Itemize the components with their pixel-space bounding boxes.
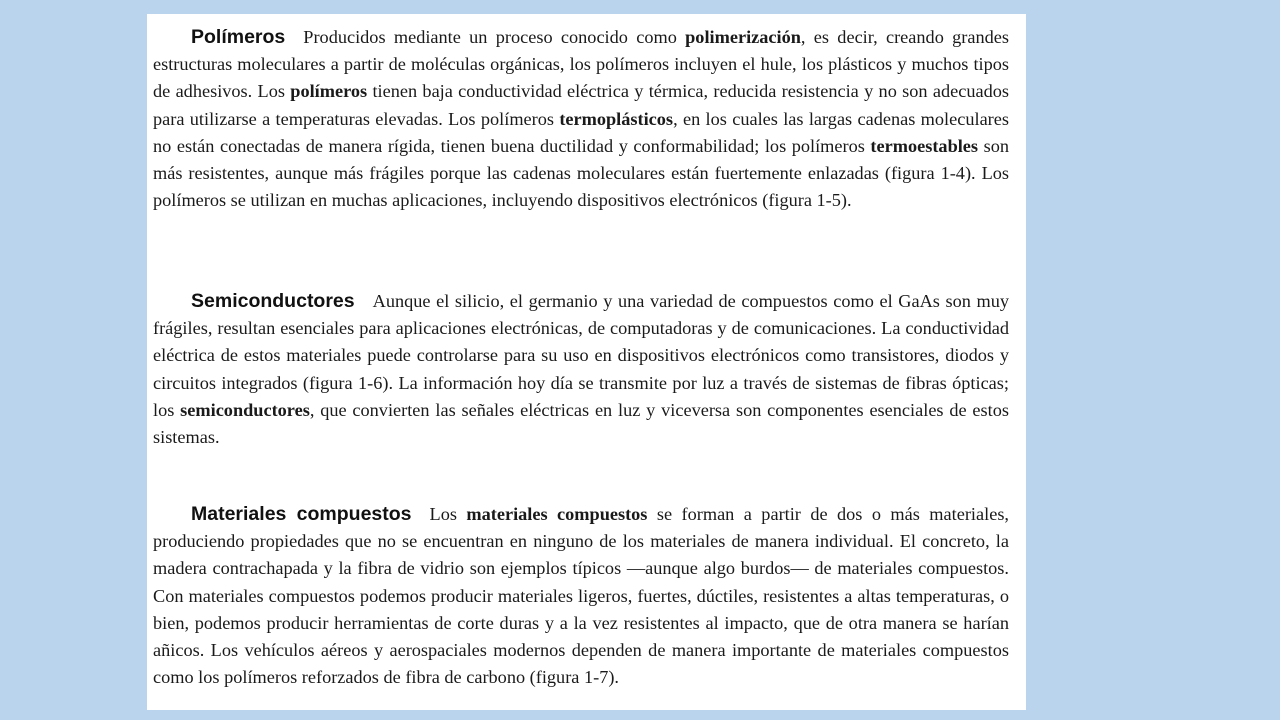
body-text: , en los cuales las largas cadenas moleculares no están conectadas de manera rígida, tienen buena ductilidad y conformabilidad; los polímeros: [153, 108, 1009, 156]
section-heading: Semiconductores: [191, 290, 355, 312]
body-text: , es decir, creando grandes estructuras moleculares a partir de moléculas orgánicas, los polímeros incluyen el hule, los plásticos y muchos tipos de adhesivos. Los: [153, 27, 1009, 102]
body-text: , que convierten las señales eléctricas en luz y viceversa son componentes esenciales de estos sistemas.: [153, 399, 1009, 448]
section-body: [153, 504, 1009, 687]
body-text: Los: [429, 504, 467, 524]
bold-term: termoestables: [870, 135, 979, 156]
section-body: [153, 27, 1009, 210]
bold-term: polimerización: [685, 27, 801, 47]
section-heading: Polímeros: [191, 26, 286, 48]
section-body: [153, 291, 1009, 447]
bold-term: polímeros: [290, 81, 368, 102]
bold-term: termoplásticos: [559, 108, 674, 129]
section-heading: Materiales compuestos: [191, 503, 412, 525]
bold-term: semiconductores: [180, 399, 310, 420]
body-text: tienen baja conductividad eléctrica y térmica, reducida resistencia y no son adecuados para utilizarse a temperaturas elevadas. Los polímeros: [153, 81, 1009, 129]
body-text: Producidos mediante un proceso conocido como: [303, 27, 686, 47]
body-text: se forman a partir de dos o más materiales, produciendo propiedades que no se encuentran en ninguno de los materiales de manera individual. El concreto, la madera contrachapada y la fibra de vidrio son ejemplos típicos —aunque algo burdos— de materiales compuestos. Con materiales compuestos podemos producir materiales ligeros, fuertes, dúctiles, resistentes a altas temperaturas, o bien, podemos producir herramientas de corte duras y a la vez resistentes al impacto, que de otra manera se harían añicos. Los vehículos aéreos y aerospaciales modernos dependen de manera importante de materiales compuestos como los polímeros reforzados de fibra de carbono (figura 1-7).: [153, 504, 1009, 688]
bold-term: materiales compuestos: [466, 504, 648, 524]
section-semiconductores: [153, 288, 1009, 451]
document-page: [147, 14, 1026, 710]
section-polimeros: [153, 24, 1009, 214]
body-text: Aunque el silicio, el germanio y una variedad de compuestos como el GaAs son muy frágiles, resultan esenciales para aplicaciones electrónicas, de computadoras y de comunicaciones. La conductividad eléctrica de estos materiales puede controlarse para su uso en dispositivos electrónicos como transistores, diodos y circuitos integrados (figura 1-6). La información hoy día se transmite por luz a través de sistemas de fibras ópticas; los: [153, 291, 1009, 420]
section-materiales-compuestos: [153, 501, 1009, 691]
body-text: son más resistentes, aunque más frágiles porque las cadenas moleculares están fuertemente enlazadas (figura 1-4). Los polímeros se utilizan en muchas aplicaciones, incluyendo dispositivos electrónicos (figura 1-5).: [153, 135, 1009, 211]
